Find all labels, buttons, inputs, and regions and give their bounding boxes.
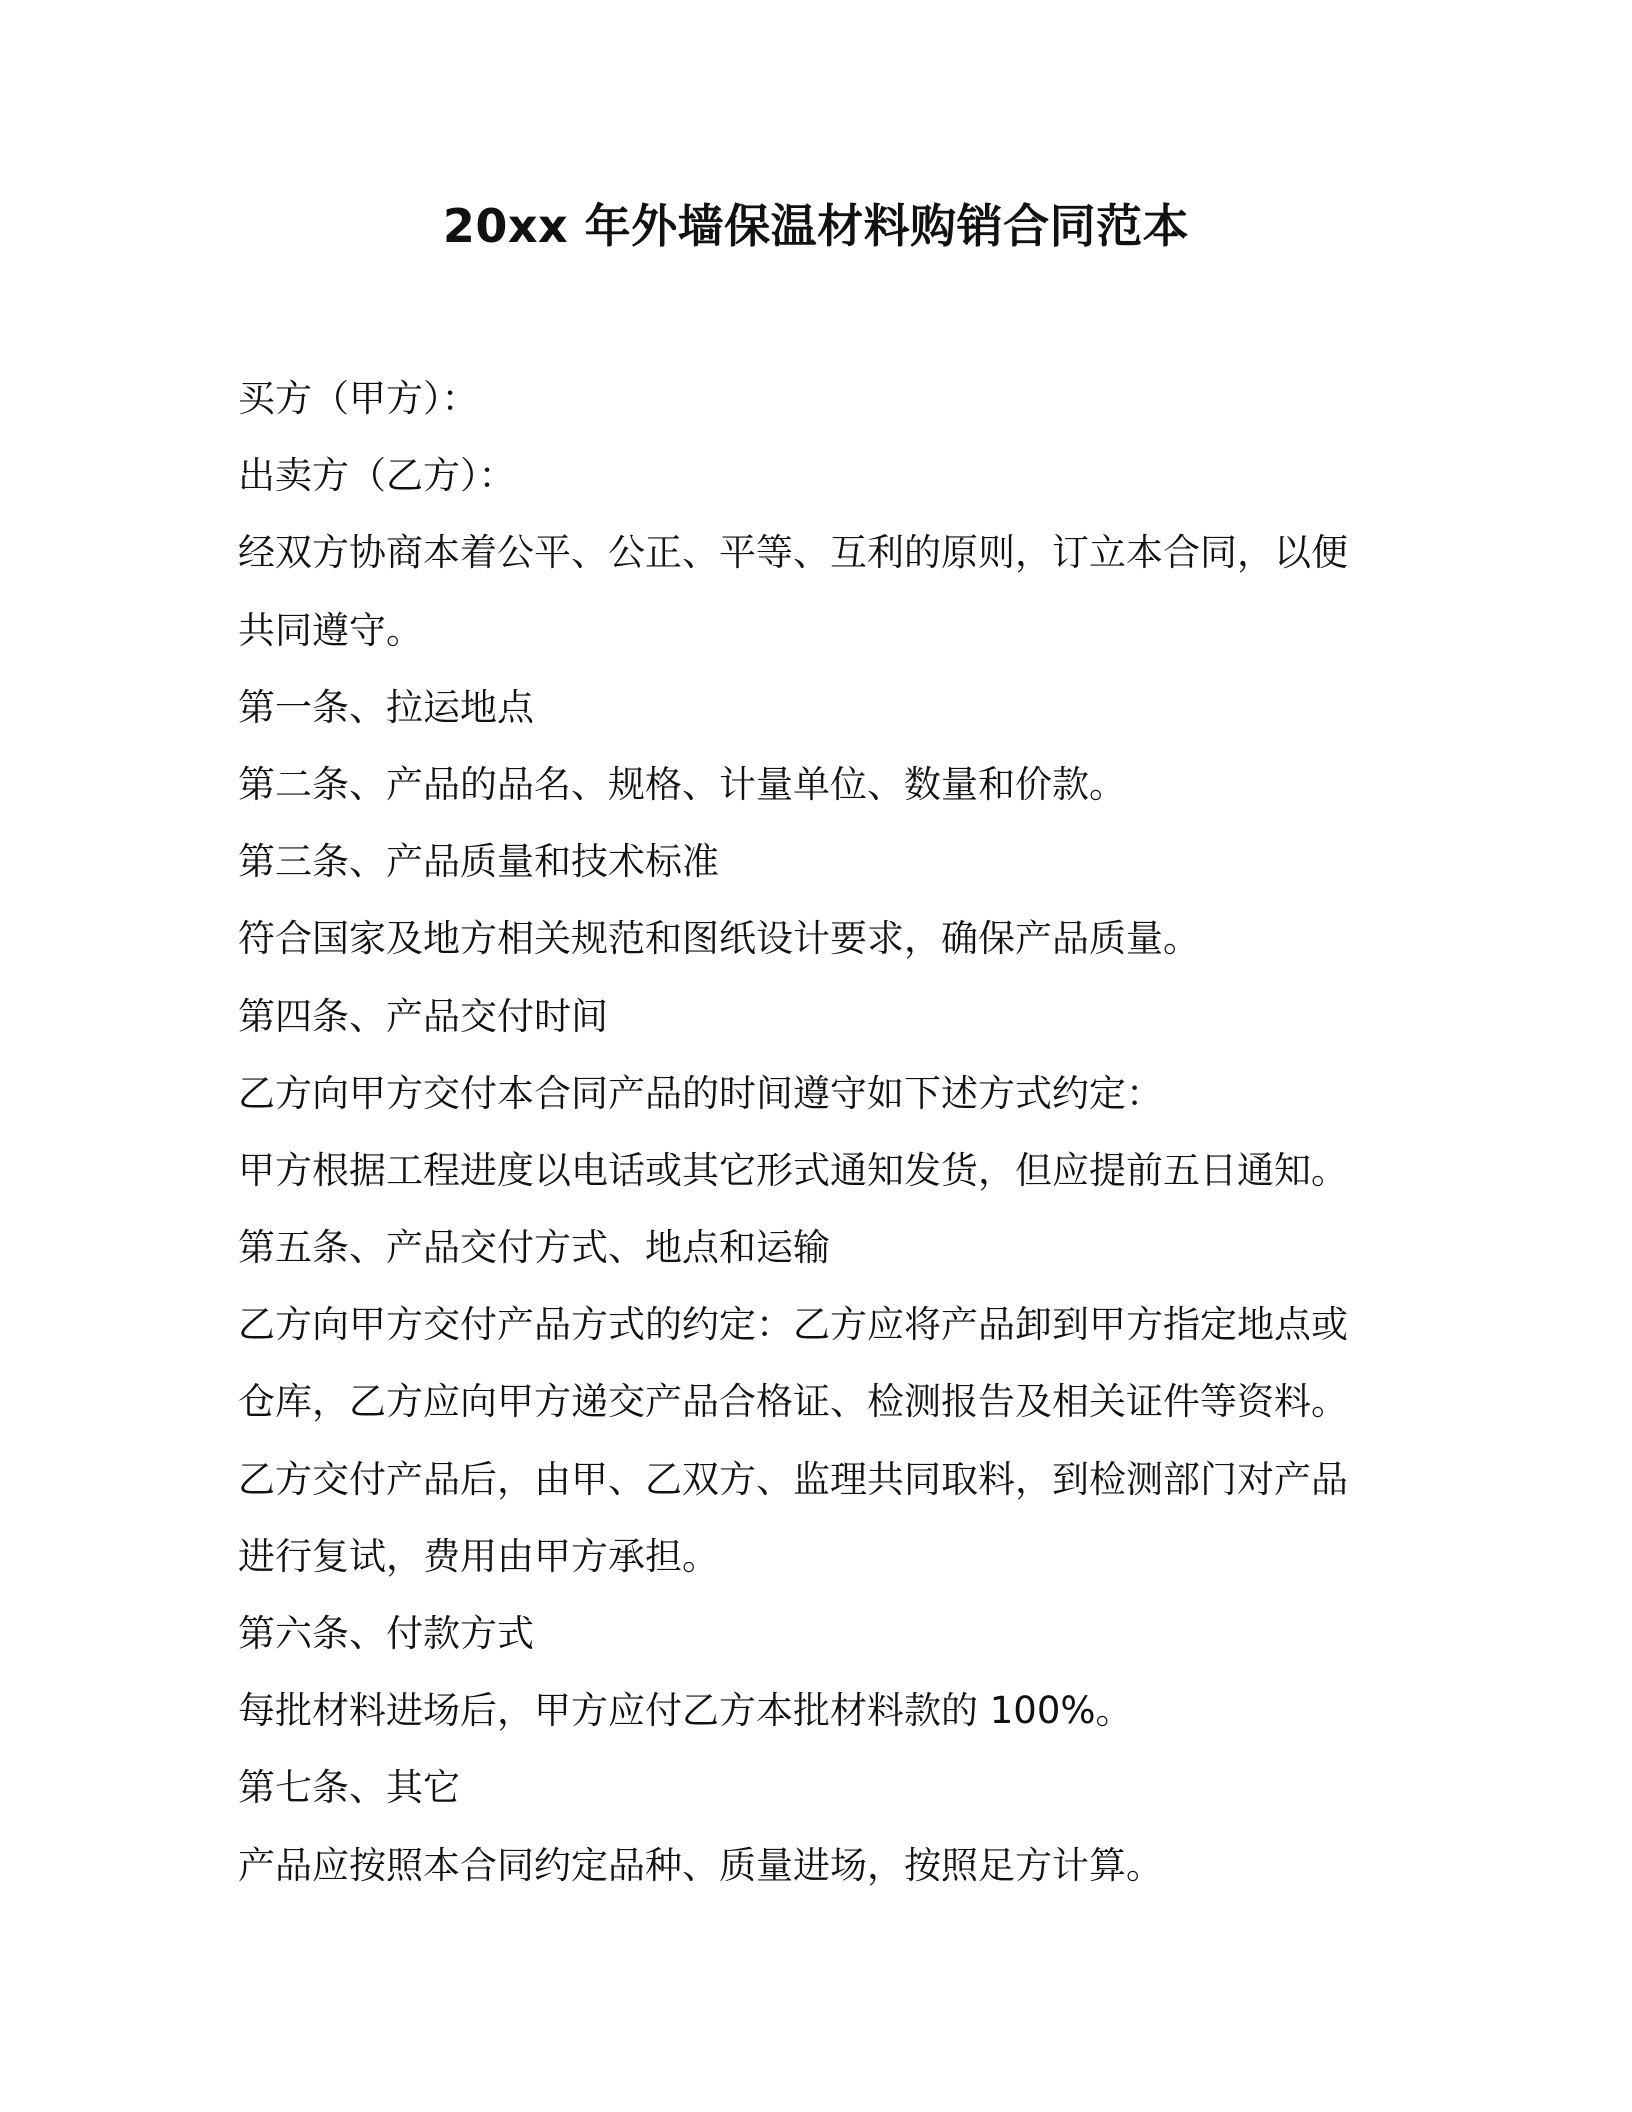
- article-6-heading: 第六条、付款方式: [238, 1612, 534, 1655]
- article-7-heading: 第七条、其它: [238, 1766, 460, 1810]
- article-6-text: 每批材料进场后，甲方应付乙方本批材料款的 100%。: [238, 1689, 1133, 1733]
- article-3-heading: 第三条、产品质量和技术标准: [238, 840, 719, 884]
- preamble-line-1: 经双方协商本着公平、公正、平等、互利的原则，订立本合同，以便: [238, 531, 1348, 575]
- preamble-line-2: 共同遵守。: [238, 608, 423, 652]
- article-5-heading: 第五条、产品交付方式、地点和运输: [238, 1226, 830, 1270]
- article-5-text-4: 进行复试，费用由甲方承担。: [238, 1534, 719, 1578]
- article-5-text-1: 乙方向甲方交付产品方式的约定：乙方应将产品卸到甲方指定地点或: [238, 1303, 1348, 1347]
- article-3-text: 符合国家及地方相关规范和图纸设计要求，确保产品质量。: [238, 917, 1200, 961]
- article-4-heading: 第四条、产品交付时间: [238, 994, 608, 1038]
- article-4-text-1: 乙方向甲方交付本合同产品的时间遵守如下述方式约定：: [238, 1071, 1163, 1115]
- article-1-heading: 第一条、拉运地点: [238, 685, 534, 729]
- buyer-line: 买方（甲方）：: [238, 377, 479, 420]
- document-body: [238, 360, 1368, 1904]
- article-7-text: 产品应按照本合同约定品种、质量进场，按照足方计算。: [238, 1843, 1163, 1887]
- document-title: 20xx 年外墙保温材料购销合同范本: [442, 199, 1190, 253]
- article-5-text-3: 乙方交付产品后，由甲、乙双方、监理共同取料，到检测部门对产品: [238, 1457, 1348, 1501]
- seller-line: 出卖方（乙方）：: [238, 454, 516, 498]
- article-2-heading: 第二条、产品的品名、规格、计量单位、数量和价款。: [238, 762, 1126, 806]
- article-5-text-2: 仓库，乙方应向甲方递交产品合格证、检测报告及相关证件等资料。: [238, 1380, 1348, 1424]
- article-4-text-2: 甲方根据工程进度以电话或其它形式通知发货，但应提前五日通知。: [238, 1148, 1348, 1192]
